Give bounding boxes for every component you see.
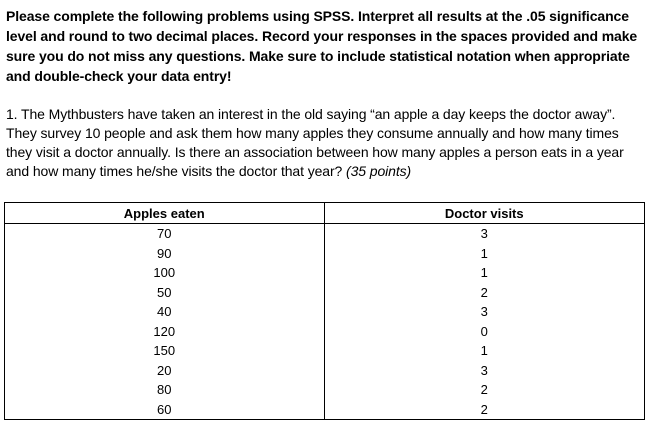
apples-cell: 120 <box>5 322 325 342</box>
table-row <box>5 400 645 420</box>
doctor-visits-cell: 2 <box>324 283 645 303</box>
instructions-paragraph: Please complete the following problems using SPSS. Interpret all results at the .05 significance level and round to two decimal places. Record your responses in the spaces provided and make sure you do not miss any questions. Make sure to include statistical notation when appropriate and double-check your data entry! <box>6 8 638 84</box>
apples-cell: 40 <box>5 302 325 322</box>
apples-cell: 100 <box>5 263 325 283</box>
apples-cell: 80 <box>5 380 325 400</box>
column-header-apples: Apples eaten <box>5 203 325 224</box>
column-header-doctor-visits: Doctor visits <box>324 203 645 224</box>
question-1-text: 1. The Mythbusters have taken an interest in the old saying “an apple a day keeps the doctor away”. They survey 10 people and ask them how many apples they consume annually and how many times they visit a doctor annually. Is there an association between how many apples a person eats in a year and how many times he/she visits the doctor that year? <box>6 106 624 179</box>
table-row <box>5 302 645 322</box>
table-row <box>5 263 645 283</box>
table-row <box>5 244 645 264</box>
doctor-visits-cell: 0 <box>324 322 645 342</box>
apples-cell: 70 <box>5 224 325 244</box>
question-1-points: (35 points) <box>346 163 412 179</box>
apples-cell: 50 <box>5 283 325 303</box>
table-row <box>5 322 645 342</box>
table-row <box>5 283 645 303</box>
doctor-visits-cell: 1 <box>324 263 645 283</box>
table-row <box>5 361 645 381</box>
apples-cell: 60 <box>5 400 325 420</box>
doctor-visits-cell: 3 <box>324 361 645 381</box>
apples-cell: 90 <box>5 244 325 264</box>
apples-cell: 20 <box>5 361 325 381</box>
table-row <box>5 380 645 400</box>
table-header-row <box>5 203 645 224</box>
data-table <box>4 202 645 420</box>
doctor-visits-cell: 3 <box>324 224 645 244</box>
doctor-visits-cell: 1 <box>324 341 645 361</box>
doctor-visits-cell: 2 <box>324 380 645 400</box>
apples-cell: 150 <box>5 341 325 361</box>
table-row <box>5 341 645 361</box>
table-row <box>5 224 645 244</box>
doctor-visits-cell: 3 <box>324 302 645 322</box>
doctor-visits-cell: 1 <box>324 244 645 264</box>
doctor-visits-cell: 2 <box>324 400 645 420</box>
question-1-paragraph <box>6 105 646 181</box>
